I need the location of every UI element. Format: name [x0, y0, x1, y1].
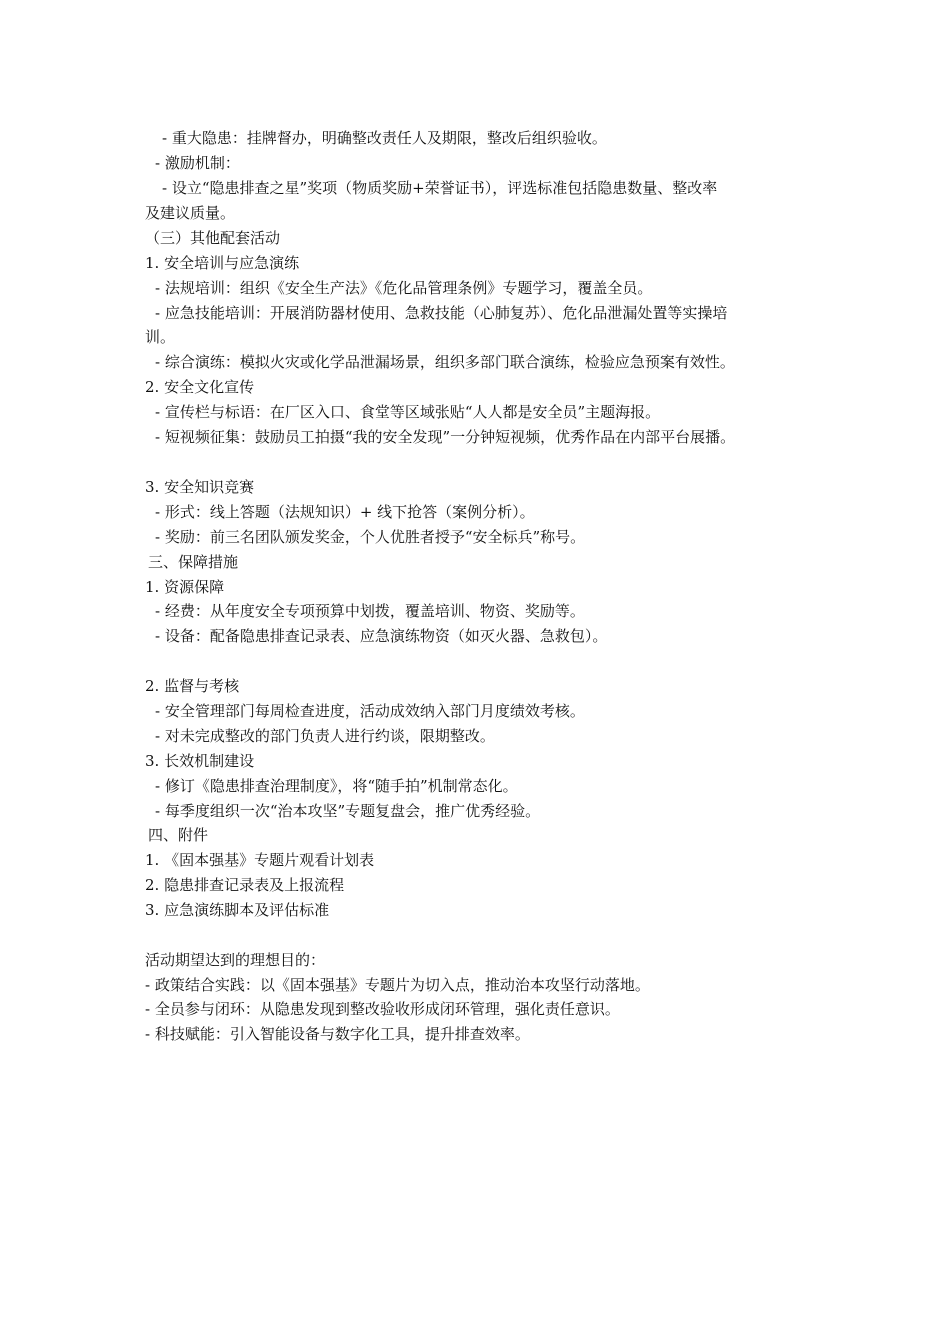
- text-line: - 全员参与闭环：从隐患发现到整改验收形成闭环管理，强化责任意识。: [145, 1000, 620, 1018]
- section-heading: （三）其他配套活动: [145, 229, 281, 247]
- text-line: - 科技赋能：引入智能设备与数字化工具，提升排查效率。: [145, 1025, 530, 1043]
- text-line: - 宣传栏与标语：在厂区入口、食堂等区域张贴“人人都是安全员”主题海报。: [155, 403, 661, 421]
- text-line: - 安全管理部门每周检查进度，活动成效纳入部门月度绩效考核。: [155, 702, 585, 720]
- subsection-heading: 3. 安全知识竞赛: [145, 478, 255, 496]
- text-line: 及建议质量。: [145, 204, 236, 222]
- text-line: - 设备：配备隐患排查记录表、应急演练物资（如灭火器、急救包）。: [155, 627, 608, 645]
- text-line: - 经费：从年度安全专项预算中划拨，覆盖培训、物资、奖励等。: [155, 602, 585, 620]
- text-line: - 每季度组织一次“治本攻坚”专题复盘会，推广优秀经验。: [155, 802, 541, 820]
- text-line: - 修订《隐患排查治理制度》，将“随手拍”机制常态化。: [155, 777, 518, 795]
- list-item: 3. 应急演练脚本及评估标准: [145, 901, 330, 919]
- list-item: 2. 隐患排查记录表及上报流程: [145, 876, 345, 894]
- text-line: 训。: [145, 328, 176, 346]
- subsection-heading: 2. 监督与考核: [145, 677, 240, 695]
- text-line: - 激励机制：: [155, 154, 240, 172]
- section-heading: 三、保障措施: [148, 553, 239, 571]
- text-line: - 应急技能培训：开展消防器材使用、急救技能（心肺复苏）、危化品泄漏处置等实操培: [155, 304, 728, 322]
- subsection-heading: 2. 安全文化宣传: [145, 378, 255, 396]
- text-line: - 综合演练：模拟火灾或化学品泄漏场景，组织多部门联合演练，检验应急预案有效性。: [155, 353, 735, 371]
- text-line: - 形式：线上答题（法规知识）+ 线下抢答（案例分析）。: [155, 503, 535, 521]
- text-line: - 对未完成整改的部门负责人进行约谈，限期整改。: [155, 727, 495, 745]
- text-line: - 重大隐患：挂牌督办，明确整改责任人及期限，整改后组织验收。: [162, 129, 607, 147]
- text-line: - 设立“隐患排查之星”奖项（物质奖励+荣誉证书），评选标准包括隐患数量、整改率: [162, 179, 718, 197]
- section-heading: 四、附件: [148, 826, 209, 844]
- subsection-heading: 3. 长效机制建设: [145, 752, 255, 770]
- text-line: - 奖励：前三名团队颁发奖金，个人优胜者授予“安全标兵”称号。: [155, 528, 586, 546]
- text-line: - 政策结合实践：以《固本强基》专题片为切入点，推动治本攻坚行动落地。: [145, 976, 650, 994]
- list-item: 1. 《固本强基》专题片观看计划表: [145, 851, 375, 869]
- subsection-heading: 1. 资源保障: [145, 578, 225, 596]
- subsection-heading: 1. 安全培训与应急演练: [145, 254, 300, 272]
- text-line: - 短视频征集：鼓励员工拍摄“我的安全发现”一分钟短视频，优秀作品在内部平台展播。: [155, 428, 736, 446]
- text-line: - 法规培训：组织《安全生产法》《危化品管理条例》专题学习，覆盖全员。: [155, 279, 653, 297]
- text-line: 活动期望达到的理想目的：: [145, 951, 326, 969]
